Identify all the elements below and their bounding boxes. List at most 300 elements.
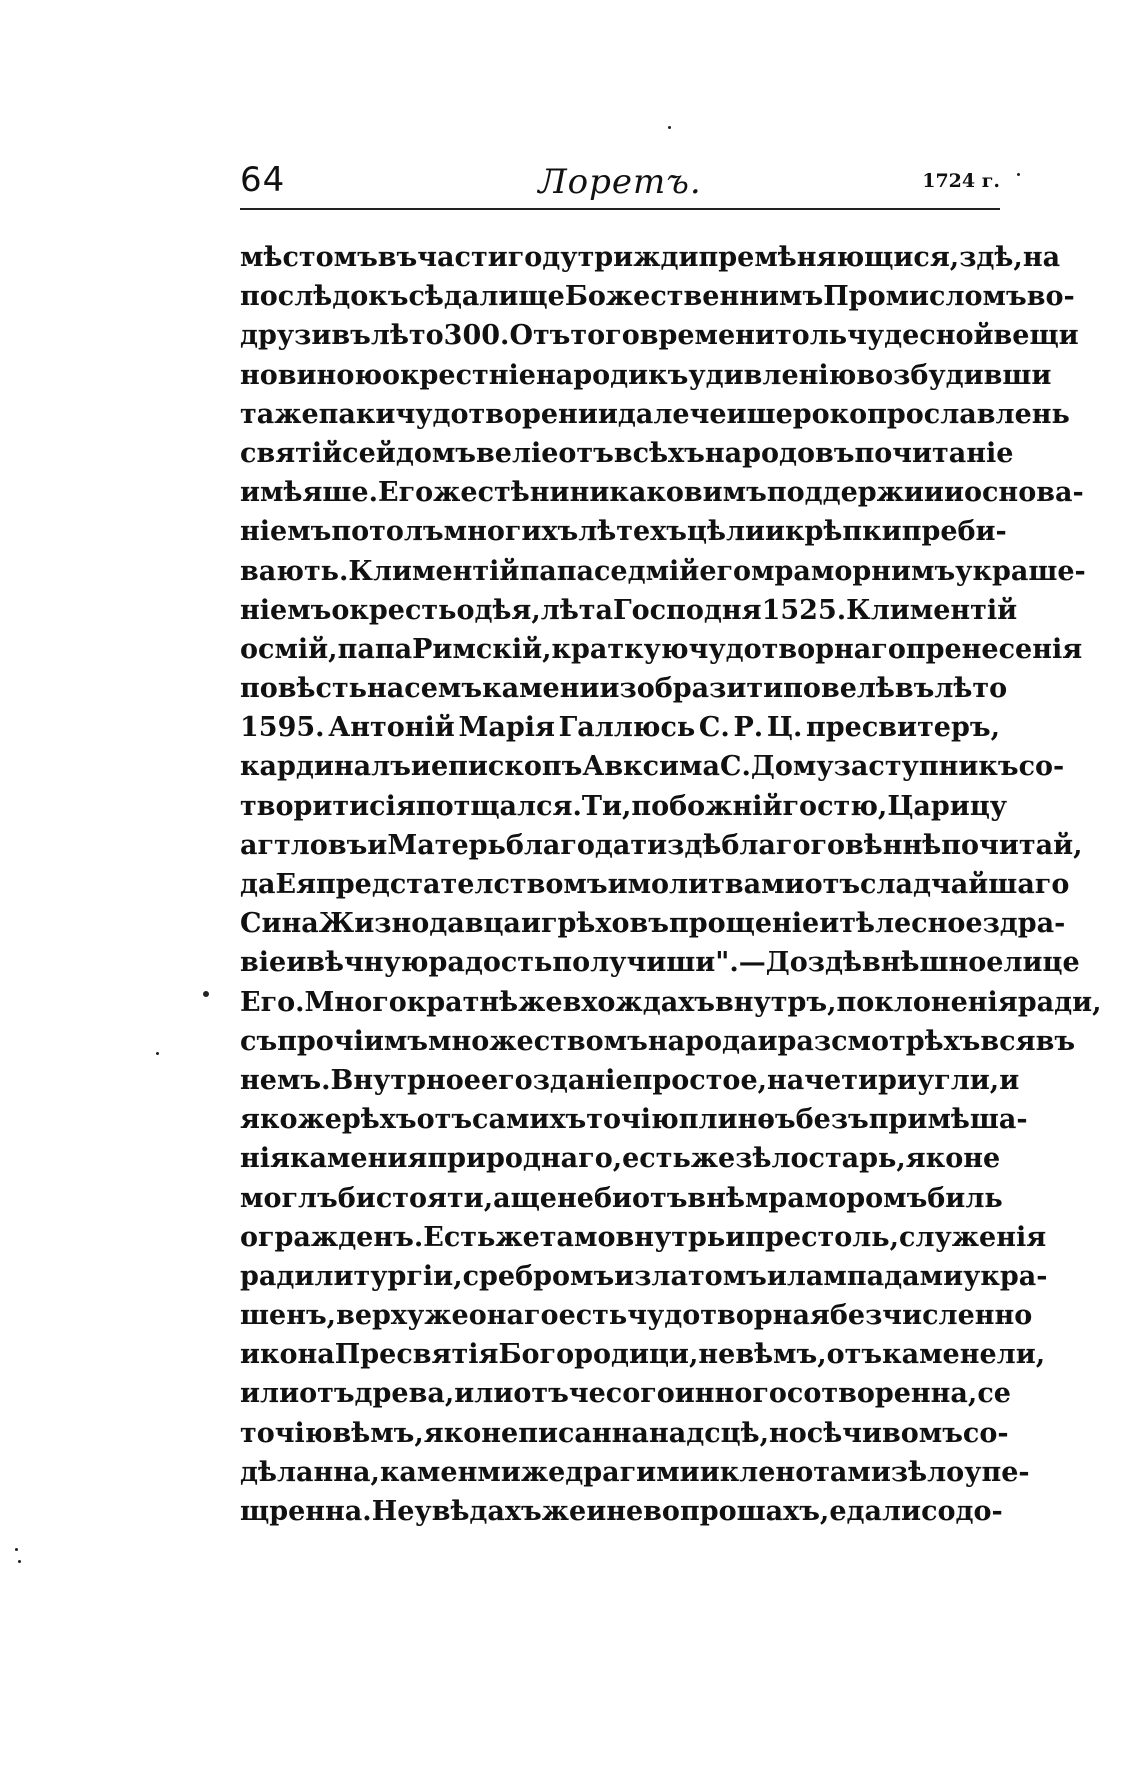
text-line: [240, 669, 1008, 708]
text-line: [240, 356, 1052, 395]
word: окресть: [331, 594, 457, 626]
word: радость: [428, 947, 553, 979]
word: віе: [240, 947, 287, 979]
word: верху: [336, 1300, 425, 1332]
word: вхождахъ: [562, 986, 715, 1018]
word: Отъ: [509, 320, 571, 352]
word: литургіи,: [314, 1260, 463, 1292]
word: Галлюсь: [558, 712, 696, 744]
text-line: [240, 1061, 1020, 1100]
word: отъ: [299, 1378, 355, 1410]
text-line: [240, 591, 1018, 630]
word: огражденъ.: [240, 1221, 424, 1253]
word: Господня: [613, 594, 762, 626]
word: инного: [674, 1378, 787, 1410]
word: аще: [493, 1182, 557, 1214]
word: его: [480, 1064, 533, 1096]
word: Царицу: [887, 790, 1008, 822]
word: зданіе: [532, 1064, 633, 1096]
word: угли,: [916, 1064, 1000, 1096]
word: до-: [955, 1496, 1003, 1527]
text-line: [240, 983, 1102, 1022]
text-line: [240, 747, 1065, 786]
word: немъ.: [240, 1064, 331, 1096]
word: части: [417, 242, 508, 273]
word: сотворенна,: [786, 1378, 978, 1410]
body-text: [240, 238, 1102, 1531]
word: Пресвятія: [334, 1339, 499, 1371]
word: благодати: [505, 829, 668, 861]
word: чудесной: [847, 320, 994, 352]
word: же: [690, 1143, 736, 1175]
word: или: [240, 1378, 300, 1410]
word: же: [433, 477, 478, 509]
word: Многократнѣ: [304, 986, 519, 1018]
word: народа: [647, 1025, 758, 1057]
word: С.: [698, 712, 730, 744]
word: Антоній: [328, 712, 455, 744]
word: агтловъ: [240, 829, 368, 861]
scan-speck: [18, 1560, 21, 1563]
word: безчисленно: [829, 1300, 1033, 1332]
word: ніемъ: [240, 516, 332, 548]
text-line: [240, 316, 1079, 355]
word: самихъ: [472, 1104, 587, 1136]
word: окрестніе: [382, 359, 536, 391]
year-label: 1724 г.: [922, 170, 1000, 192]
word: 300.: [443, 320, 510, 352]
word: и: [586, 1496, 607, 1527]
word: старь,: [808, 1143, 906, 1175]
word: Его.: [240, 986, 305, 1018]
word: Промисломъ: [823, 281, 1027, 313]
text-line: [240, 787, 1008, 826]
word: таже: [240, 398, 319, 430]
text-line: [240, 277, 1075, 316]
word: народи: [535, 359, 649, 391]
word: на: [1022, 242, 1061, 273]
word: сребромъ: [462, 1260, 615, 1292]
word: повѣсть: [240, 673, 368, 705]
word: нія: [240, 1143, 290, 1175]
word: грѣховъ: [540, 908, 669, 940]
word: паки: [318, 398, 396, 430]
word: точію: [586, 1104, 679, 1136]
word: на: [767, 1064, 805, 1096]
running-title: Лоретъ.: [538, 162, 702, 202]
word: Римскій,: [412, 633, 552, 665]
word: златомъ: [634, 1260, 767, 1292]
word: въ: [894, 673, 935, 705]
word: и: [999, 1064, 1020, 1096]
text-line: [240, 1100, 1028, 1139]
word: писанна: [518, 1417, 649, 1449]
word: же: [541, 1496, 587, 1527]
word: къ: [648, 359, 689, 391]
word: сѣдалище: [408, 281, 565, 313]
word: имѣяше.: [240, 477, 379, 509]
word: его: [699, 555, 752, 587]
word: потщался.: [415, 790, 582, 822]
word: и: [699, 1456, 720, 1488]
word: древа,: [354, 1378, 455, 1410]
scan-speck: [668, 126, 671, 129]
word: въ: [1035, 1025, 1076, 1057]
word: прославлень: [867, 398, 1070, 430]
word: народовъ: [704, 437, 855, 469]
text-line: [240, 1296, 1033, 1335]
word: Климентій: [348, 555, 520, 587]
word: Матерь: [387, 829, 506, 861]
word: во-: [1026, 281, 1075, 313]
word: здра-: [982, 908, 1066, 940]
text-line: [240, 630, 1083, 669]
word: благоговѣннѣ: [721, 829, 942, 861]
word: поддержиии: [766, 477, 964, 509]
word: не: [963, 1143, 1001, 1175]
word: чудотворнаго: [688, 633, 906, 665]
word: биль: [927, 1182, 1003, 1214]
word: со-: [962, 1417, 1009, 1449]
word: и: [410, 751, 431, 783]
word: украше-: [955, 555, 1086, 587]
text-line: [240, 473, 1084, 512]
word: не: [606, 1496, 644, 1527]
text-line: [240, 1179, 1003, 1218]
word: лице: [1003, 947, 1080, 979]
word: и: [757, 1025, 778, 1057]
text-line: [240, 1218, 1047, 1257]
word: поклоненія: [836, 986, 1018, 1018]
word: на: [648, 1417, 687, 1449]
margin-dot: [203, 991, 209, 997]
word: домъ: [395, 437, 476, 469]
word: и: [726, 398, 747, 430]
word: толъ: [369, 516, 444, 548]
word: цѣли: [687, 516, 766, 548]
word: предстателствомъ: [316, 869, 608, 900]
word: и: [520, 908, 541, 940]
text-line: [240, 238, 1061, 277]
word: въ: [377, 242, 418, 273]
word: Авксима: [582, 751, 720, 783]
word: отъ: [513, 1378, 569, 1410]
word: плинѳъ: [678, 1104, 796, 1136]
word: здѣ,: [959, 242, 1023, 273]
word: дсцѣ,: [686, 1417, 769, 1449]
word: Божественнимъ: [564, 281, 824, 313]
word: камене: [882, 1339, 997, 1371]
word: би: [593, 1182, 632, 1214]
word: кардиналъ: [240, 751, 411, 783]
word: седмій: [593, 555, 700, 587]
word: шероко: [746, 398, 868, 430]
word: ради: [240, 1260, 315, 1292]
word: крѣпки: [785, 516, 902, 548]
word: послѣдокъ: [240, 281, 409, 313]
word: папа: [519, 555, 594, 587]
word: молитвами: [627, 869, 805, 900]
text-line: [240, 1374, 1011, 1413]
word: упе-: [964, 1456, 1030, 1488]
text-line: [240, 1453, 1030, 1492]
word: разсмотрѣхъ: [777, 1025, 981, 1057]
word: шенъ,: [240, 1300, 337, 1332]
text-line: [240, 943, 1080, 982]
word: камени: [482, 673, 600, 705]
word: зѣло: [890, 1456, 965, 1488]
word: мраморнимъ: [751, 555, 956, 587]
word: вають.: [240, 555, 349, 587]
word: ли,: [996, 1339, 1046, 1371]
word: да: [240, 869, 276, 900]
word: здѣ: [667, 829, 722, 861]
word: Богородици,: [498, 1339, 699, 1371]
word: Ц.: [766, 712, 803, 744]
word: изобразити: [599, 673, 784, 705]
word: точію: [240, 1417, 333, 1449]
text-line: [240, 1022, 1076, 1061]
word: святій: [240, 437, 343, 469]
word: внѣшное: [862, 947, 1004, 979]
word: 1595.: [240, 712, 325, 744]
word: премѣняющися,: [698, 242, 960, 273]
header-rule: [240, 208, 1000, 210]
word: вся: [980, 1025, 1036, 1057]
word: семъ: [404, 673, 483, 705]
word: епископъ: [430, 751, 583, 783]
word: С.: [720, 751, 751, 783]
word: прочіимъ: [277, 1025, 429, 1057]
word: кленотами: [719, 1456, 891, 1488]
word: примѣша-: [868, 1104, 1028, 1136]
word: Р.: [733, 712, 764, 744]
text-line: [240, 512, 1007, 551]
word: основа-: [963, 477, 1084, 509]
word: лѣтехъ: [578, 516, 688, 548]
word: удивленію: [688, 359, 857, 391]
word: не: [481, 1417, 519, 1449]
word: вещи: [993, 320, 1079, 352]
word: времени: [639, 320, 775, 352]
word: или: [454, 1378, 514, 1410]
word: вѣмъ,: [332, 1417, 424, 1449]
word: и: [607, 869, 628, 900]
word: Внутрное: [330, 1064, 481, 1096]
word: новиною: [240, 359, 383, 391]
word: лѣта: [540, 594, 614, 626]
word: году: [507, 242, 578, 273]
word: съ: [240, 1025, 278, 1057]
text-line: [240, 708, 1000, 747]
word: камения: [289, 1143, 428, 1175]
word: Есть: [423, 1221, 496, 1253]
word: и: [286, 947, 307, 979]
scan-speck: [156, 1052, 159, 1055]
word: престоль,: [745, 1221, 900, 1253]
word: преби-: [901, 516, 1007, 548]
text-line: [240, 904, 1066, 943]
word: се: [977, 1378, 1011, 1410]
word: драгими: [565, 1456, 700, 1488]
word: краткую: [551, 633, 689, 665]
page-header: [240, 158, 1000, 206]
word: икона: [240, 1339, 335, 1371]
word: чудотворении: [395, 398, 618, 430]
word: почитаніе: [854, 437, 1014, 469]
word: и: [765, 516, 786, 548]
word: далече: [617, 398, 727, 430]
word: осмій,: [240, 633, 338, 665]
word: служенія: [899, 1221, 1047, 1253]
word: отъ: [826, 1339, 883, 1371]
word: каменми: [379, 1456, 521, 1488]
word: отъвнѣ: [631, 1182, 745, 1214]
word: лампадами: [786, 1260, 964, 1292]
word: —: [738, 947, 766, 979]
word: безъ: [795, 1104, 869, 1136]
word: толь: [774, 320, 848, 352]
word: стѣни: [477, 477, 570, 509]
word: чудотворная: [627, 1300, 830, 1332]
word: же: [520, 1456, 566, 1488]
word: Дому: [750, 751, 834, 783]
word: внутрь: [615, 1221, 726, 1253]
word: отъ: [804, 869, 861, 900]
word: 1525.: [761, 594, 847, 626]
word: же: [424, 1300, 469, 1332]
word: на: [367, 673, 405, 705]
word: со: [921, 1496, 956, 1527]
word: чесого: [568, 1378, 675, 1410]
word: дѣланна,: [240, 1456, 380, 1488]
word: и: [367, 829, 388, 861]
word: по: [331, 516, 370, 548]
word: многихъ: [443, 516, 579, 548]
word: простое,: [632, 1064, 768, 1096]
word: всѣхъ: [613, 437, 705, 469]
word: ради,: [1017, 986, 1102, 1018]
word: вопрошахъ,: [643, 1496, 830, 1527]
word: якоже: [240, 1104, 342, 1136]
word: со-: [1018, 751, 1065, 783]
word: того: [570, 320, 640, 352]
text-line: [240, 865, 1070, 904]
word: почитай,: [941, 829, 1083, 861]
word: Жизнодавца: [318, 908, 521, 940]
word: и: [819, 908, 840, 940]
word: внутръ,: [715, 986, 837, 1018]
text-line: [240, 395, 1070, 434]
word: ли: [881, 1496, 922, 1527]
word: но: [768, 1417, 807, 1449]
word: веліе: [476, 437, 559, 469]
text-line: [240, 826, 1083, 865]
word: отъ: [558, 437, 614, 469]
word: не: [698, 1339, 736, 1371]
word: онаго: [468, 1300, 559, 1332]
word: гостю,: [782, 790, 888, 822]
word: лѣто: [934, 673, 1008, 705]
word: мраморомъ: [744, 1182, 928, 1214]
word: Ея: [275, 869, 317, 900]
word: здѣ: [807, 947, 862, 979]
word: одѣя,: [456, 594, 541, 626]
text-line: [240, 1257, 1048, 1296]
word: би: [337, 1182, 376, 1214]
word: въ: [331, 320, 371, 352]
word: отъ: [416, 1104, 473, 1136]
word: моглъ: [240, 1182, 338, 1214]
word: стояти,: [375, 1182, 494, 1214]
word: вѣчную: [306, 947, 429, 979]
word: сей: [342, 437, 396, 469]
word: сладчайшаго: [860, 869, 1070, 900]
text-line: [240, 1139, 1000, 1178]
word: возбудивши: [856, 359, 1052, 391]
word: укра-: [963, 1260, 1048, 1292]
word: творити: [240, 790, 370, 822]
word: вѣмъ,: [735, 1339, 827, 1371]
word: тѣлесное: [839, 908, 983, 940]
word: повелѣ: [783, 673, 895, 705]
scan-speck: [1017, 173, 1020, 176]
word: рѣхъ: [341, 1104, 417, 1136]
text-line: [240, 1414, 1009, 1453]
word: Не: [371, 1496, 415, 1527]
word: Ти,: [581, 790, 632, 822]
word: заступникъ: [833, 751, 1019, 783]
word: множествомъ: [428, 1025, 648, 1057]
word: трижди: [577, 242, 699, 273]
text-line: [240, 1335, 1046, 1374]
scan-speck: [15, 1548, 18, 1551]
word: яко: [423, 1417, 482, 1449]
word: Его: [378, 477, 434, 509]
word: побожній: [631, 790, 783, 822]
word: увѣдахъ: [414, 1496, 542, 1527]
word: папа: [337, 633, 413, 665]
word: щренна.: [240, 1496, 372, 1527]
word: пресвитеръ,: [806, 712, 1000, 744]
word: не: [556, 1182, 594, 1214]
word: еда: [829, 1496, 882, 1527]
word: четири: [804, 1064, 917, 1096]
word: сѣчивомъ: [806, 1417, 963, 1449]
page-number: 64: [240, 160, 286, 200]
word: и: [614, 1260, 635, 1292]
word: Климентій: [846, 594, 1018, 626]
word: друзи: [240, 320, 332, 352]
word: получиши".: [552, 947, 739, 979]
word: Марія: [458, 712, 555, 744]
word: До: [765, 947, 808, 979]
word: лѣто: [370, 320, 444, 352]
word: ніемъ: [240, 594, 332, 626]
word: пренесенія: [905, 633, 1083, 665]
word: же: [495, 1221, 540, 1253]
word: есть: [622, 1143, 691, 1175]
text-line: [240, 552, 1086, 591]
word: и: [725, 1221, 746, 1253]
word: яко: [905, 1143, 964, 1175]
word: и: [766, 1260, 787, 1292]
text-line: [240, 434, 1014, 473]
word: Сина: [240, 908, 319, 940]
word: природнаго,: [427, 1143, 623, 1175]
text-line: [240, 1492, 1003, 1531]
word: сія: [369, 790, 416, 822]
